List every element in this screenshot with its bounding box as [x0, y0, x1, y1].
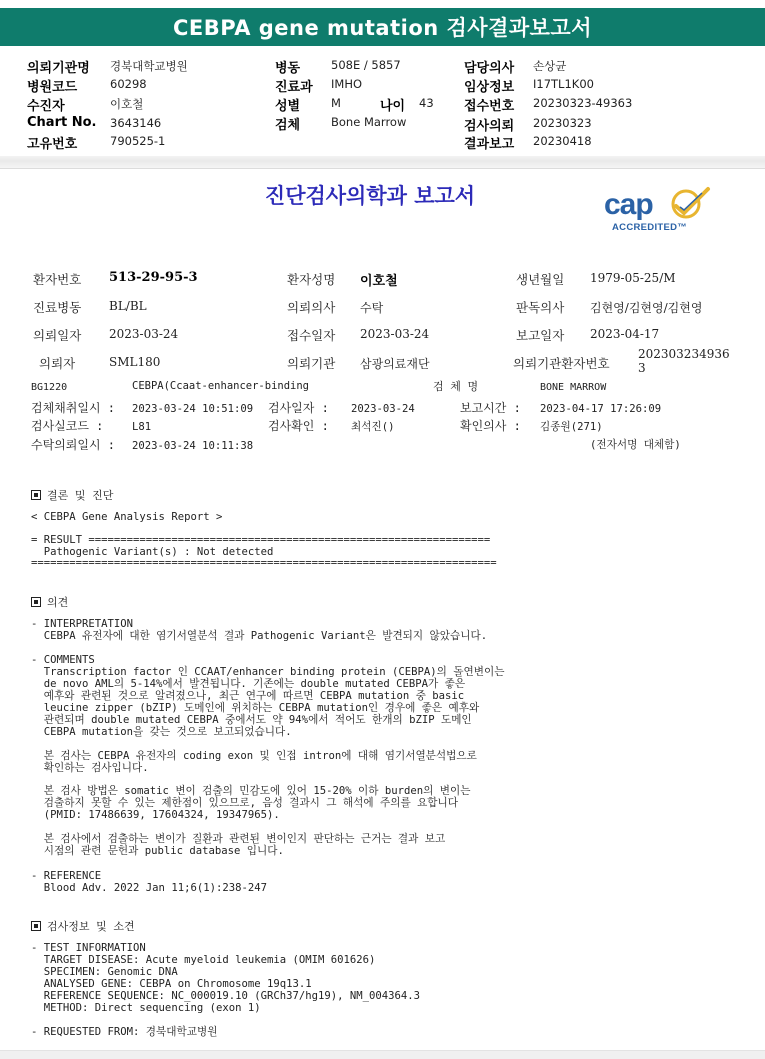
comments-line: leucine zipper (bZIP) 도메인에 위치하는 CEBPA mutation인 경우에 좋은 예후와	[31, 702, 480, 714]
header-value: 508E / 5857	[331, 58, 401, 72]
header-label: 접수번호	[464, 99, 515, 114]
result-rule: =========================================================================	[31, 557, 497, 569]
header-value: IMHO	[331, 77, 363, 91]
patient-label: 의뢰자	[39, 356, 76, 371]
comments-line: 관련되며 double mutated CEBPA 중에서도 약 94%에서 적어도 한개의 bZIP 도메인	[31, 714, 472, 726]
header-label: 임상정보	[464, 80, 515, 95]
patient-label: 환자성명	[287, 272, 336, 287]
header-value: 20230323-49363	[533, 96, 633, 110]
test-code: BG1220	[31, 382, 68, 393]
patient-value: 수탁	[360, 301, 384, 315]
interpretation-title: - INTERPRETATION	[31, 618, 134, 630]
meta-value: 2023-04-17 17:26:09	[540, 403, 662, 415]
header-label: 검사의뢰	[464, 119, 515, 134]
comments-title: - COMMENTS	[31, 654, 95, 666]
patient-label: 의뢰일자	[33, 328, 82, 343]
header-value: 43	[419, 96, 434, 110]
cap-logo-text: cap	[604, 188, 653, 221]
patient-value: 삼광의료재단	[360, 357, 430, 371]
meta-value: 2023-03-24 10:11:38	[132, 440, 254, 452]
patient-label: 판독의사	[516, 300, 565, 315]
reference-text: Blood Adv. 2022 Jan 11;6(1):238-247	[31, 882, 267, 894]
patient-label: 의뢰기관환자번호	[513, 356, 610, 371]
header-value: Bone Marrow	[331, 115, 407, 129]
patient-value: 3	[638, 361, 646, 375]
header-value: 경북대학교병원	[110, 59, 188, 73]
patient-value: 2023-03-24	[360, 327, 430, 341]
comments-line: 본 검사 방법은 somatic 변이 검출의 민감도에 있어 15-20% 이하 burden의 변이는	[31, 785, 471, 797]
comments-line: 시점의 관련 문헌과 public database 입니다.	[31, 845, 284, 857]
test-info-line: TARGET DISEASE: Acute myeloid leukemia (OMIM 601626)	[31, 954, 376, 966]
test-info-line: SPECIMEN: Genomic DNA	[31, 966, 178, 978]
result-rule: = RESULT ===============================================================	[31, 534, 491, 546]
header-value: 20230323	[533, 116, 592, 130]
meta-label: 수탁의뢰일시 :	[31, 438, 116, 452]
header-label: 의뢰기관명	[27, 61, 90, 76]
meta-value: 2023-03-24 10:51:09	[132, 403, 254, 415]
comments-line: de novo AML의 5-14%에서 발견됩니다. 기존에는 double mutated CEBPA가 좋은	[31, 678, 466, 690]
section-info-heading: 검사정보 및 소견	[31, 918, 135, 934]
cap-check-icon	[668, 186, 712, 220]
header-value: 3643146	[110, 116, 162, 130]
patient-value: BL/BL	[109, 299, 147, 313]
header-label: 수진자	[27, 99, 65, 114]
comments-line: (PMID: 17486639, 17604324, 19347965).	[31, 809, 280, 821]
header-label: 결과보고	[464, 137, 515, 152]
report-title: 진단검사의학과 보고서	[264, 183, 476, 208]
comments-line: Transcription factor 인 CCAAT/enhancer binding protein (CEBPA)의 돌연변이는	[31, 666, 505, 678]
header-label: 진료과	[275, 80, 313, 95]
patient-label: 진료병동	[33, 300, 82, 315]
section-divider	[0, 156, 765, 168]
result-text: Pathogenic Variant(s) : Not detected	[31, 546, 274, 558]
patient-value: SML180	[109, 355, 161, 369]
requested-from: - REQUESTED FROM: 경북대학교병원	[31, 1026, 218, 1038]
meta-label: 검사확인 :	[268, 419, 329, 433]
header-value: I17TL1K00	[533, 77, 594, 91]
patient-name: 이호철	[360, 274, 398, 289]
section-bullet-icon	[31, 921, 41, 931]
meta-value: 최석진()	[351, 421, 395, 433]
section-bullet-icon	[31, 490, 41, 500]
header-label: 병동	[275, 61, 301, 76]
section-divider-line	[0, 168, 765, 169]
meta-value: 2023-03-24	[351, 403, 415, 415]
patient-value: 2023-04-17	[590, 327, 660, 341]
signature-note: (전자서명 대체함)	[590, 439, 681, 451]
meta-label: 검사실코드 :	[31, 419, 104, 433]
header-value: 손상균	[533, 59, 567, 73]
section-conclusion-heading: 결론 및 진단	[31, 487, 113, 503]
header-value: 20230418	[533, 134, 592, 148]
header-value: 이호철	[110, 97, 144, 111]
meta-label: 확인의사 :	[460, 419, 521, 433]
specimen-value: BONE MARROW	[540, 382, 607, 393]
patient-label: 보고일자	[516, 328, 565, 343]
test-info-line: ANALYSED GENE: CEBPA on Chromosome 19q13.1	[31, 978, 312, 990]
patient-label: 의뢰의사	[287, 300, 336, 315]
patient-label: 환자번호	[33, 272, 82, 287]
reference-title: - REFERENCE	[31, 870, 102, 882]
meta-label: 검체채취일시 :	[31, 401, 116, 415]
header-label: 검체	[275, 118, 301, 133]
comments-line: CEBPA mutation을 갖는 것으로 보고되었습니다.	[31, 726, 292, 738]
test-info-line: REFERENCE SEQUENCE: NC_000019.10 (GRCh37/hg19), NM_004364.3	[31, 990, 421, 1002]
cap-accredited-text: ACCREDITED™	[612, 222, 688, 233]
header-info	[0, 55, 765, 155]
header-label: 나이	[380, 99, 406, 114]
comments-line: 본 검사에서 검출하는 변이가 질환과 관련된 변이인지 판단하는 근거는 결과 보고	[31, 833, 446, 845]
patient-value: 2023-03-24	[109, 327, 179, 341]
header-label: 고유번호	[27, 137, 78, 152]
patient-value: 김현영/김현영/김현영	[590, 301, 703, 315]
interpretation-text: CEBPA 유전자에 대한 염기서열분석 결과 Pathogenic Variant은 발견되지 않았습니다.	[31, 630, 488, 642]
patient-number: 513-29-95-3	[109, 270, 198, 285]
header-value: 60298	[110, 77, 147, 91]
header-label: 담당의사	[464, 61, 515, 76]
header-label: 병원코드	[27, 80, 78, 95]
report-banner-title: CEBPA gene mutation 검사결과보고서	[0, 8, 765, 46]
report-label: < CEBPA Gene Analysis Report >	[31, 511, 223, 523]
header-label: Chart No.	[27, 115, 97, 130]
patient-value: 202303234936	[638, 347, 730, 361]
test-info-line: METHOD: Direct sequencing (exon 1)	[31, 1002, 261, 1014]
header-label: 성별	[275, 99, 301, 114]
header-value: M	[331, 96, 341, 110]
meta-value: 김종원(271)	[540, 421, 603, 433]
patient-label: 의뢰기관	[287, 356, 336, 371]
test-name: CEBPA(Ccaat-enhancer-binding	[132, 380, 310, 392]
cap-accredited-logo	[604, 188, 714, 238]
section-opinion-heading: 의견	[31, 594, 68, 610]
header-value: 790525-1	[110, 134, 166, 148]
comments-line: 본 검사는 CEBPA 유전자의 coding exon 및 인접 intron에 대해 염기서열분석법으로	[31, 750, 477, 762]
patient-birthdate: 1979-05-25/M	[590, 271, 676, 285]
meta-label: 검사일자 :	[268, 401, 329, 415]
patient-label: 접수일자	[287, 328, 336, 343]
test-info-title: - TEST INFORMATION	[31, 942, 146, 954]
comments-line: 검출하지 못할 수 있는 제한점이 있으므로, 음성 결과시 그 해석에 주의를 요합니다	[31, 797, 458, 809]
meta-value: L81	[132, 421, 152, 433]
specimen-label: 검 체 명	[433, 380, 479, 393]
comments-line: 예후와 관련된 것으로 알려졌으나, 최근 연구에 따르면 CEBPA mutation 중 basic	[31, 690, 465, 702]
section-bullet-icon	[31, 597, 41, 607]
meta-label: 보고시간 :	[460, 401, 521, 415]
patient-label: 생년월일	[516, 272, 565, 287]
comments-line: 확인하는 검사입니다.	[31, 762, 149, 774]
